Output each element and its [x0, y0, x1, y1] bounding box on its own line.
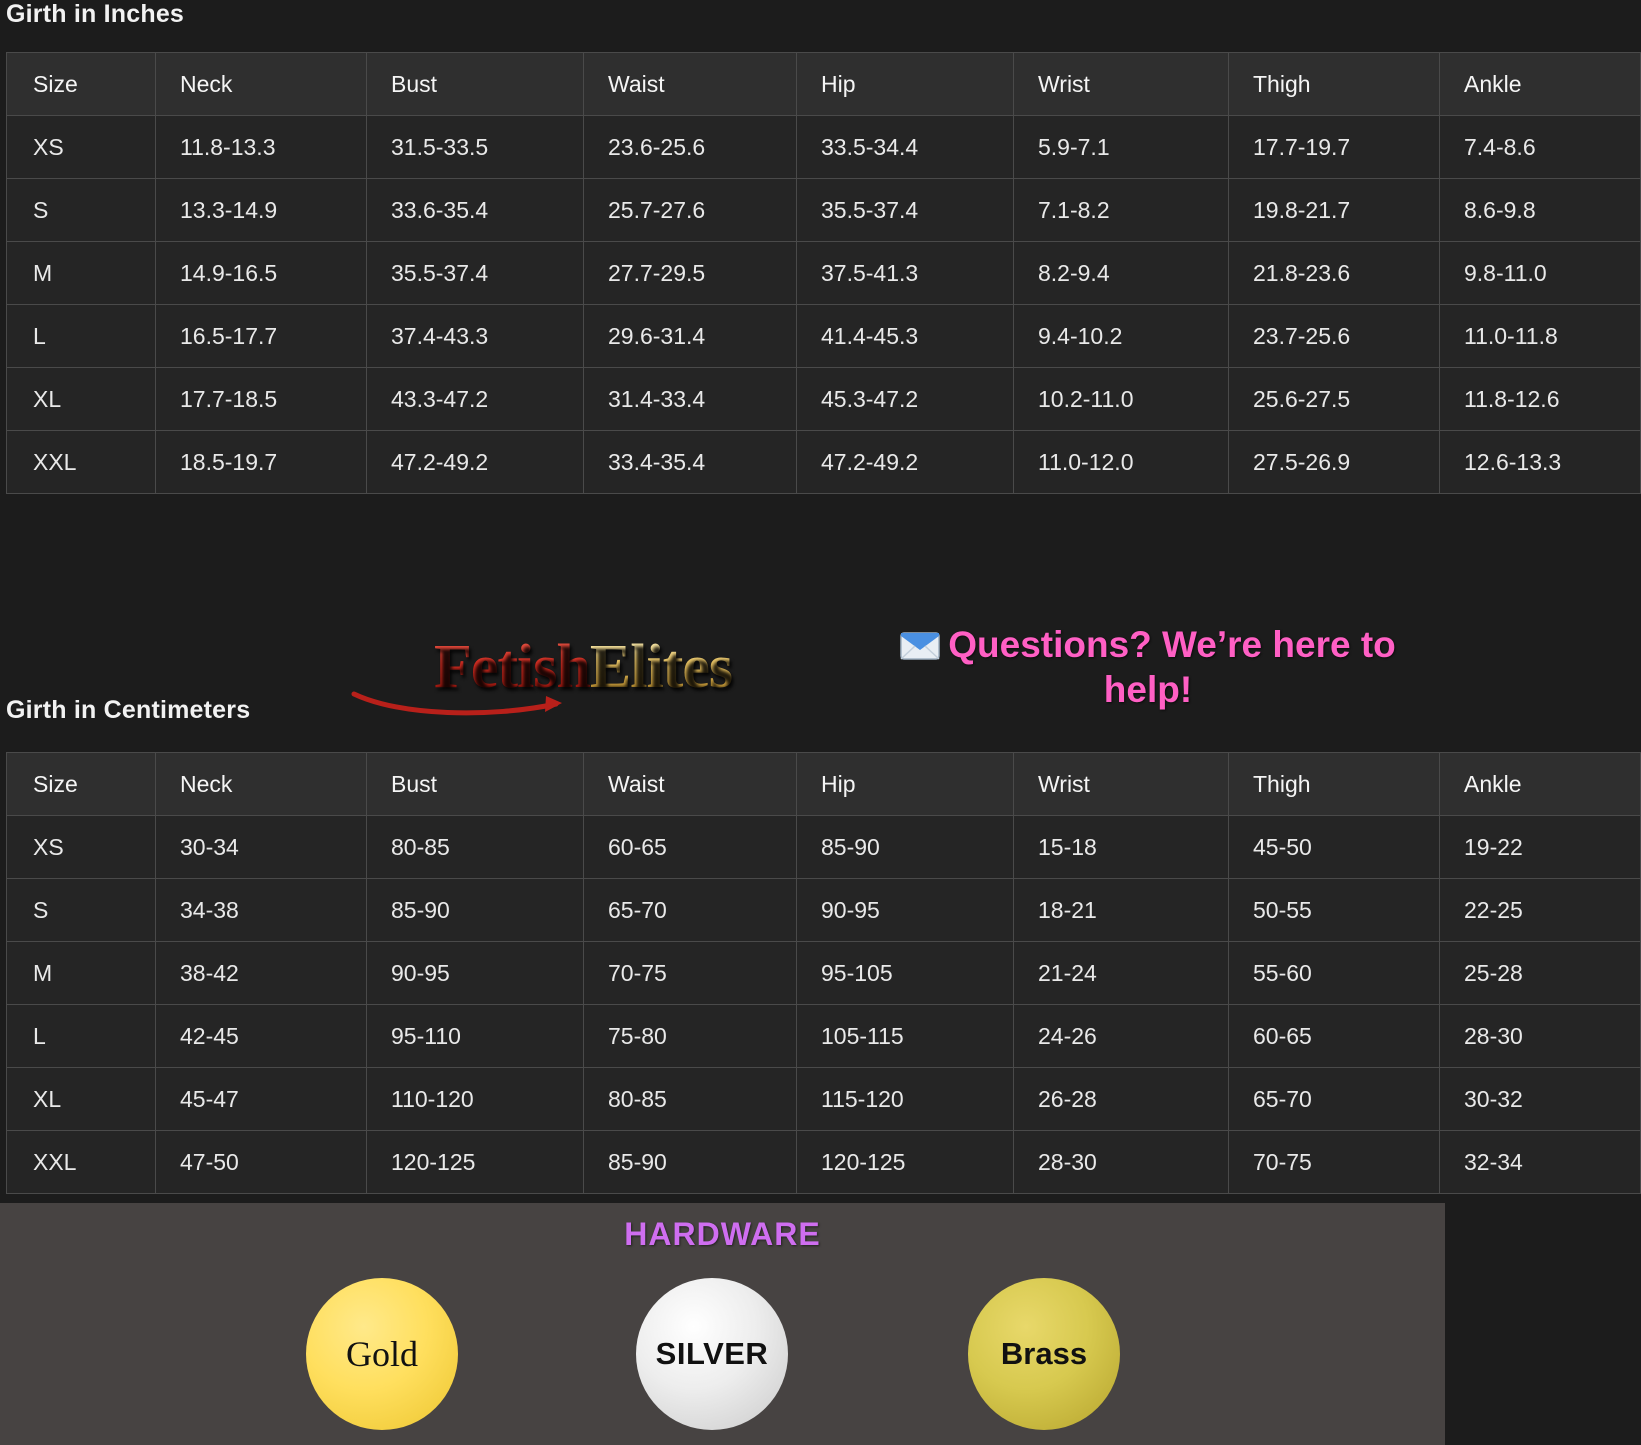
cell-waist: 60-65: [584, 816, 797, 879]
column-header-waist: Waist: [584, 53, 797, 116]
cell-size: XL: [7, 1068, 156, 1131]
cell-hip: 35.5-37.4: [797, 179, 1014, 242]
cell-hip: 105-115: [797, 1005, 1014, 1068]
cell-hip: 120-125: [797, 1131, 1014, 1194]
cell-thigh: 55-60: [1229, 942, 1440, 1005]
cell-thigh: 27.5-26.9: [1229, 431, 1440, 494]
cell-bust: 120-125: [367, 1131, 584, 1194]
cell-bust: 35.5-37.4: [367, 242, 584, 305]
cell-thigh: 50-55: [1229, 879, 1440, 942]
cell-hip: 85-90: [797, 816, 1014, 879]
brand-logo: [338, 612, 828, 722]
cell-neck: 18.5-19.7: [156, 431, 367, 494]
cell-size: M: [7, 942, 156, 1005]
cell-thigh: 25.6-27.5: [1229, 368, 1440, 431]
cell-bust: 31.5-33.5: [367, 116, 584, 179]
hardware-section: [0, 1203, 1445, 1445]
cell-ankle: 7.4-8.6: [1440, 116, 1641, 179]
column-header-size: Size: [7, 53, 156, 116]
cell-thigh: 17.7-19.7: [1229, 116, 1440, 179]
table-header-row: [7, 53, 1641, 116]
cell-neck: 47-50: [156, 1131, 367, 1194]
cell-thigh: 23.7-25.6: [1229, 305, 1440, 368]
questions-message: Questions? We’re here to help!: [948, 624, 1396, 711]
cell-bust: 90-95: [367, 942, 584, 1005]
questions-banner: [852, 624, 1444, 711]
cell-wrist: 7.1-8.2: [1014, 179, 1229, 242]
column-header-wrist: Wrist: [1014, 53, 1229, 116]
table-row: [7, 242, 1641, 305]
cell-ankle: 8.6-9.8: [1440, 179, 1641, 242]
cell-wrist: 26-28: [1014, 1068, 1229, 1131]
cell-bust: 43.3-47.2: [367, 368, 584, 431]
cell-ankle: 22-25: [1440, 879, 1641, 942]
table-row: [7, 431, 1641, 494]
cell-neck: 34-38: [156, 879, 367, 942]
cell-wrist: 9.4-10.2: [1014, 305, 1229, 368]
table-header-row: [7, 753, 1641, 816]
centimeters-section-title: Girth in Centimeters: [6, 696, 251, 724]
column-header-wrist: Wrist: [1014, 753, 1229, 816]
cell-thigh: 60-65: [1229, 1005, 1440, 1068]
logo-word-elites: Elites: [589, 633, 732, 701]
table-row: [7, 942, 1641, 1005]
cell-ankle: 32-34: [1440, 1131, 1641, 1194]
cell-neck: 17.7-18.5: [156, 368, 367, 431]
cell-size: S: [7, 879, 156, 942]
cell-bust: 80-85: [367, 816, 584, 879]
cell-wrist: 21-24: [1014, 942, 1229, 1005]
centimeters-size-table: [6, 752, 1641, 1194]
cell-size: XS: [7, 816, 156, 879]
table-row: [7, 879, 1641, 942]
cell-waist: 31.4-33.4: [584, 368, 797, 431]
cell-thigh: 45-50: [1229, 816, 1440, 879]
cell-size: L: [7, 305, 156, 368]
cell-wrist: 24-26: [1014, 1005, 1229, 1068]
column-header-thigh: Thigh: [1229, 53, 1440, 116]
column-header-waist: Waist: [584, 753, 797, 816]
cell-ankle: 25-28: [1440, 942, 1641, 1005]
column-header-size: Size: [7, 753, 156, 816]
cell-neck: 14.9-16.5: [156, 242, 367, 305]
cell-waist: 70-75: [584, 942, 797, 1005]
cell-waist: 80-85: [584, 1068, 797, 1131]
cell-neck: 42-45: [156, 1005, 367, 1068]
hardware-title: HARDWARE: [624, 1216, 821, 1252]
cell-neck: 11.8-13.3: [156, 116, 367, 179]
cell-waist: 25.7-27.6: [584, 179, 797, 242]
cell-wrist: 11.0-12.0: [1014, 431, 1229, 494]
cell-waist: 27.7-29.5: [584, 242, 797, 305]
cell-hip: 41.4-45.3: [797, 305, 1014, 368]
cell-size: S: [7, 179, 156, 242]
hardware-option-brass[interactable]: [968, 1278, 1120, 1430]
cell-bust: 110-120: [367, 1068, 584, 1131]
cell-size: XL: [7, 368, 156, 431]
table-row: [7, 1131, 1641, 1194]
cell-hip: 47.2-49.2: [797, 431, 1014, 494]
hardware-option-gold[interactable]: [306, 1278, 458, 1430]
cell-wrist: 28-30: [1014, 1131, 1229, 1194]
table-row: [7, 179, 1641, 242]
table-row: [7, 816, 1641, 879]
logo-word-fetish: Fetish: [434, 633, 590, 701]
column-header-hip: Hip: [797, 53, 1014, 116]
cell-thigh: 19.8-21.7: [1229, 179, 1440, 242]
cell-ankle: 30-32: [1440, 1068, 1641, 1131]
cell-ankle: 12.6-13.3: [1440, 431, 1641, 494]
cell-size: XXL: [7, 431, 156, 494]
hardware-option-gold-label: Gold: [346, 1334, 418, 1374]
cell-wrist: 5.9-7.1: [1014, 116, 1229, 179]
cell-size: XXL: [7, 1131, 156, 1194]
inches-section-title: Girth in Inches: [6, 0, 185, 28]
cell-bust: 37.4-43.3: [367, 305, 584, 368]
cell-hip: 115-120: [797, 1068, 1014, 1131]
table-row: [7, 116, 1641, 179]
cell-bust: 47.2-49.2: [367, 431, 584, 494]
cell-neck: 30-34: [156, 816, 367, 879]
cell-wrist: 10.2-11.0: [1014, 368, 1229, 431]
cell-waist: 85-90: [584, 1131, 797, 1194]
cell-size: M: [7, 242, 156, 305]
cell-waist: 29.6-31.4: [584, 305, 797, 368]
cell-thigh: 70-75: [1229, 1131, 1440, 1194]
cell-hip: 45.3-47.2: [797, 368, 1014, 431]
cell-hip: 95-105: [797, 942, 1014, 1005]
cell-ankle: 11.0-11.8: [1440, 305, 1641, 368]
cell-thigh: 21.8-23.6: [1229, 242, 1440, 305]
column-header-neck: Neck: [156, 53, 367, 116]
cell-waist: 23.6-25.6: [584, 116, 797, 179]
cell-hip: 90-95: [797, 879, 1014, 942]
questions-text-row: [852, 624, 1444, 711]
cell-ankle: 11.8-12.6: [1440, 368, 1641, 431]
cell-neck: 13.3-14.9: [156, 179, 367, 242]
column-header-thigh: Thigh: [1229, 753, 1440, 816]
cell-wrist: 8.2-9.4: [1014, 242, 1229, 305]
cell-ankle: 28-30: [1440, 1005, 1641, 1068]
column-header-bust: Bust: [367, 53, 584, 116]
column-header-hip: Hip: [797, 753, 1014, 816]
column-header-ankle: Ankle: [1440, 753, 1641, 816]
table-row: [7, 1005, 1641, 1068]
cell-bust: 33.6-35.4: [367, 179, 584, 242]
cell-neck: 38-42: [156, 942, 367, 1005]
cell-bust: 95-110: [367, 1005, 584, 1068]
hardware-option-silver[interactable]: [636, 1278, 788, 1430]
cell-neck: 16.5-17.7: [156, 305, 367, 368]
cell-ankle: 19-22: [1440, 816, 1641, 879]
table-row: [7, 305, 1641, 368]
envelope-icon: [900, 628, 940, 669]
logo-swash-icon: [350, 690, 570, 716]
hardware-option-brass-label: Brass: [1000, 1336, 1088, 1371]
hardware-option-silver-label: SILVER: [655, 1336, 769, 1371]
cell-size: XS: [7, 116, 156, 179]
cell-waist: 65-70: [584, 879, 797, 942]
column-header-ankle: Ankle: [1440, 53, 1641, 116]
column-header-neck: Neck: [156, 753, 367, 816]
cell-hip: 37.5-41.3: [797, 242, 1014, 305]
inches-size-table: [6, 52, 1641, 494]
cell-wrist: 15-18: [1014, 816, 1229, 879]
cell-bust: 85-90: [367, 879, 584, 942]
cell-wrist: 18-21: [1014, 879, 1229, 942]
cell-thigh: 65-70: [1229, 1068, 1440, 1131]
table-row: [7, 368, 1641, 431]
cell-hip: 33.5-34.4: [797, 116, 1014, 179]
cell-waist: 75-80: [584, 1005, 797, 1068]
cell-waist: 33.4-35.4: [584, 431, 797, 494]
cell-size: L: [7, 1005, 156, 1068]
column-header-bust: Bust: [367, 753, 584, 816]
cell-ankle: 9.8-11.0: [1440, 242, 1641, 305]
table-row: [7, 1068, 1641, 1131]
cell-neck: 45-47: [156, 1068, 367, 1131]
